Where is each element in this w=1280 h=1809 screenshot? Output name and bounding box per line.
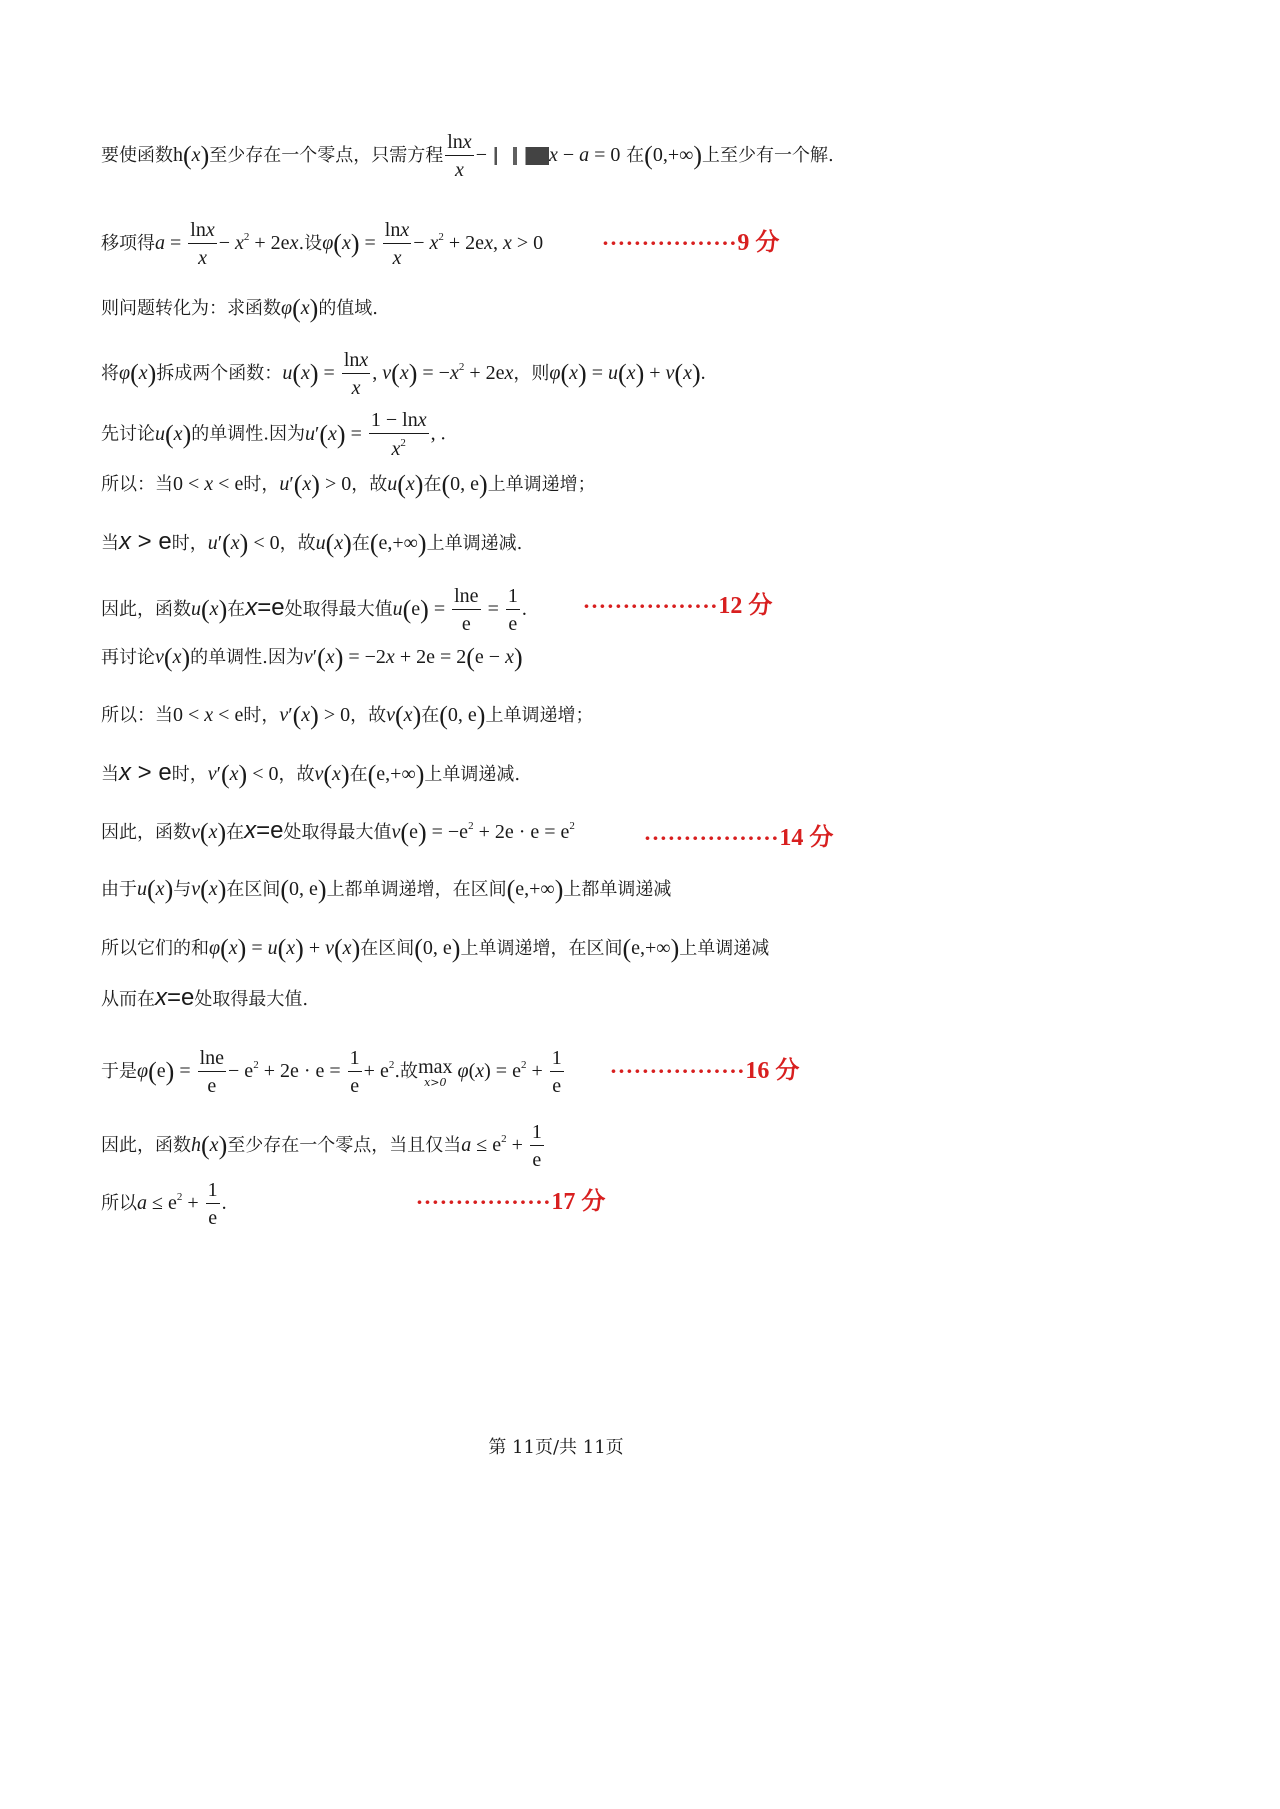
solution-line-9 (101, 645, 523, 671)
text: 在 (626, 145, 645, 166)
fraction: $\frac{\ln x}{x}$ (190, 219, 215, 269)
math: x=e (244, 817, 284, 844)
text: 因此，函数 (101, 822, 191, 843)
text: 至少存在一个零点，只需方程 (209, 145, 444, 166)
text: 上单调递减. (426, 533, 523, 554)
redacted-region (487, 147, 549, 165)
math: (0, e) (439, 701, 486, 730)
text: 在 (226, 822, 245, 843)
math: (0, e) (280, 875, 327, 904)
text: ，故 (351, 474, 388, 495)
text: 拆成两个函数： (156, 363, 283, 384)
score-label: 16 分 (745, 1058, 800, 1084)
math: . (521, 598, 527, 620)
solution-line-13 (101, 877, 671, 903)
text: 先讨论 (101, 423, 155, 445)
math: u(e) = (392, 595, 451, 624)
text: 所以它们的和 (101, 938, 209, 959)
math: u′(x) > 0 (279, 470, 352, 499)
math: , . (430, 422, 446, 445)
text: 时， (171, 764, 208, 785)
math: v(x) (191, 875, 227, 904)
math: x=e (155, 984, 195, 1011)
fraction: $\frac{1}{e}$ (531, 1121, 542, 1171)
score-label: 9 分 (737, 230, 780, 256)
text: 上至少有一个解. (702, 145, 834, 166)
text: 上单调递增； (485, 705, 594, 726)
fraction: $\frac{\ln x}{x}$ (343, 349, 369, 399)
math: $\varphi(x) = e^2$ + (457, 1059, 548, 1082)
text: 上都单调递减 (563, 879, 672, 900)
math: x > e (119, 759, 172, 786)
math: φ(x) = u(x) + v(x) (209, 934, 361, 963)
math: − x − a = 0 (475, 144, 621, 166)
math: (0,+∞) (644, 141, 703, 170)
math: (e,+∞) (622, 934, 680, 963)
page-number: 第 11页/共 11页 (488, 1437, 624, 1458)
text: 上都单调递增，在区间 (326, 879, 507, 900)
text: 与 (173, 879, 192, 900)
text: 上单调递增，在区间 (460, 938, 623, 959)
text: 上单调递减. (424, 764, 521, 785)
math: − $e^2 + 2e \cdot e$ = (228, 1059, 346, 1082)
math: 0 < x < e (173, 473, 244, 495)
math: $a \le e^2$ + (137, 1191, 204, 1214)
math: 0 < x < e (173, 704, 244, 726)
fraction: $\frac{1}{e}$ (207, 1179, 218, 1229)
text: 则问题转化为：求函数 (101, 298, 281, 319)
fraction: $\frac{\ln e}{e}$ (199, 1047, 225, 1097)
math: (0, e) (414, 934, 461, 963)
math: φ(x) = u(x) + v(x). (549, 359, 706, 388)
text: 在 (227, 599, 246, 620)
text: 因此，函数 (101, 599, 191, 620)
solution-line-8 (101, 586, 527, 634)
math: − $x^2 + 2ex$, x > 0 (413, 231, 544, 254)
solution-line-18 (101, 1180, 227, 1228)
math: φ(e) = (137, 1057, 196, 1086)
fraction: $\frac{1 - \ln x}{x^2}$ (370, 409, 427, 460)
math: h(x) (173, 141, 210, 170)
text: 上单调递增； (487, 474, 596, 495)
math: u′(x) = (304, 419, 367, 449)
math: (e,+∞) (367, 760, 425, 789)
math: (e,+∞) (506, 875, 564, 904)
text: 在区间 (226, 879, 281, 900)
text: .故 (394, 1061, 419, 1082)
text: 上单调递减 (679, 938, 770, 959)
solution-line-11 (101, 761, 520, 788)
math: v′(x) = −2x + 2e = 2(e − x) (303, 643, 523, 672)
solution-line-10 (101, 703, 593, 729)
solution-line-2 (101, 220, 543, 268)
text: 处取得最大值 (283, 822, 392, 843)
math: $a \le e^2$ + (461, 1133, 528, 1156)
text: 当 (101, 533, 119, 554)
text: 在区间 (360, 938, 415, 959)
score-label: 17 分 (551, 1189, 606, 1215)
math: u(x) (387, 470, 424, 499)
text: 时， (243, 705, 280, 726)
math: v(x) (191, 818, 227, 847)
math: v(x) (314, 760, 350, 789)
score-marker-9 (602, 222, 779, 257)
math: x > e (119, 528, 172, 555)
text: 的单调性.因为 (191, 423, 305, 445)
fraction: $\frac{\ln e}{e}$ (454, 585, 479, 635)
solution-line-16 (101, 1048, 566, 1096)
text: 由于 (101, 879, 137, 900)
text: ，故 (279, 533, 316, 554)
math: u(x) (155, 419, 192, 449)
solution-line-12 (101, 819, 575, 846)
text: .设 (298, 233, 323, 254)
math: x=e (245, 594, 285, 621)
text: 在 (421, 705, 440, 726)
math: (0, e) (441, 470, 488, 499)
text: ，故 (278, 764, 315, 785)
score-dots: ················· (644, 826, 780, 850)
math: φ(x) (281, 294, 319, 323)
score-marker-12 (583, 585, 772, 620)
text: 从而在 (101, 989, 155, 1010)
text: 所以：当 (101, 474, 173, 495)
score-label: 14 分 (779, 825, 834, 851)
text: 时， (171, 533, 208, 554)
score-dots: ················· (583, 594, 719, 618)
text: 所以：当 (101, 705, 173, 726)
score-marker-14 (644, 817, 833, 852)
math: v(x) (155, 643, 191, 672)
text: 再讨论 (101, 647, 155, 668)
math: φ(x) = (322, 229, 381, 258)
math: u′(x) < 0 (207, 529, 280, 558)
solution-line-3 (101, 296, 378, 322)
solution-line-6 (101, 472, 596, 498)
math: . (221, 1192, 227, 1214)
math: , $v(x) = -x^2 + 2ex$ (372, 359, 514, 388)
math: h(x) (191, 1131, 228, 1160)
math: $v(e) = -e^2 + 2e \cdot e = e^2$ (391, 818, 575, 847)
score-label: 12 分 (718, 593, 773, 619)
score-dots: ················· (610, 1059, 746, 1083)
text: 要使函数 (101, 145, 173, 166)
text: ，则 (513, 363, 550, 384)
solution-line-1 (101, 132, 834, 180)
text: 的值域. (318, 298, 379, 319)
text: 处取得最大值. (194, 989, 309, 1010)
math: + $e^2$ (363, 1059, 395, 1082)
math: = (482, 598, 504, 620)
math: a = (155, 232, 187, 254)
text: 至少存在一个零点，当且仅当 (227, 1135, 462, 1156)
text: 于是 (101, 1061, 137, 1082)
math: u(x) (315, 529, 352, 558)
solution-line-15 (101, 986, 308, 1010)
text: 在 (351, 533, 370, 554)
score-dots: ················· (602, 231, 738, 255)
solution-line-4 (101, 350, 706, 398)
text: 时， (243, 474, 280, 495)
math: φ(x) (119, 359, 157, 388)
math: u(x) (137, 875, 174, 904)
fraction: $\frac{1}{e}$ (507, 585, 518, 635)
solution-line-7 (101, 530, 522, 557)
score-marker-17 (416, 1181, 605, 1216)
solution-line-14 (101, 936, 769, 962)
text: 在 (349, 764, 368, 785)
max-operator: max x>0 (418, 1055, 453, 1089)
text: 处取得最大值 (284, 599, 393, 620)
fraction: $\frac{\ln x}{x}$ (447, 131, 472, 181)
math: u(x) = (282, 359, 340, 388)
math: v′(x) > 0 (279, 701, 351, 730)
score-marker-16 (610, 1050, 799, 1085)
text: 当 (101, 764, 119, 785)
fraction: $\frac{\ln x}{x}$ (384, 219, 410, 269)
text: 在 (423, 474, 442, 495)
fraction: $\frac{1}{e}$ (349, 1047, 360, 1097)
solution-line-5 (101, 410, 446, 459)
math: u(x) (191, 595, 228, 624)
math: v(x) (386, 701, 422, 730)
math: (e,+∞) (369, 529, 427, 558)
text: 所以 (101, 1193, 137, 1214)
text: ，故 (350, 705, 387, 726)
math: v′(x) < 0 (207, 760, 279, 789)
text: 移项得 (101, 233, 155, 254)
math: − $x^2 + 2ex$ (218, 231, 299, 254)
text: 将 (101, 363, 119, 384)
fraction: $\frac{1}{e}$ (551, 1047, 562, 1097)
score-dots: ················· (416, 1190, 552, 1214)
solution-line-17 (101, 1122, 546, 1170)
text: 的单调性.因为 (190, 647, 304, 668)
text: 因此，函数 (101, 1135, 191, 1156)
